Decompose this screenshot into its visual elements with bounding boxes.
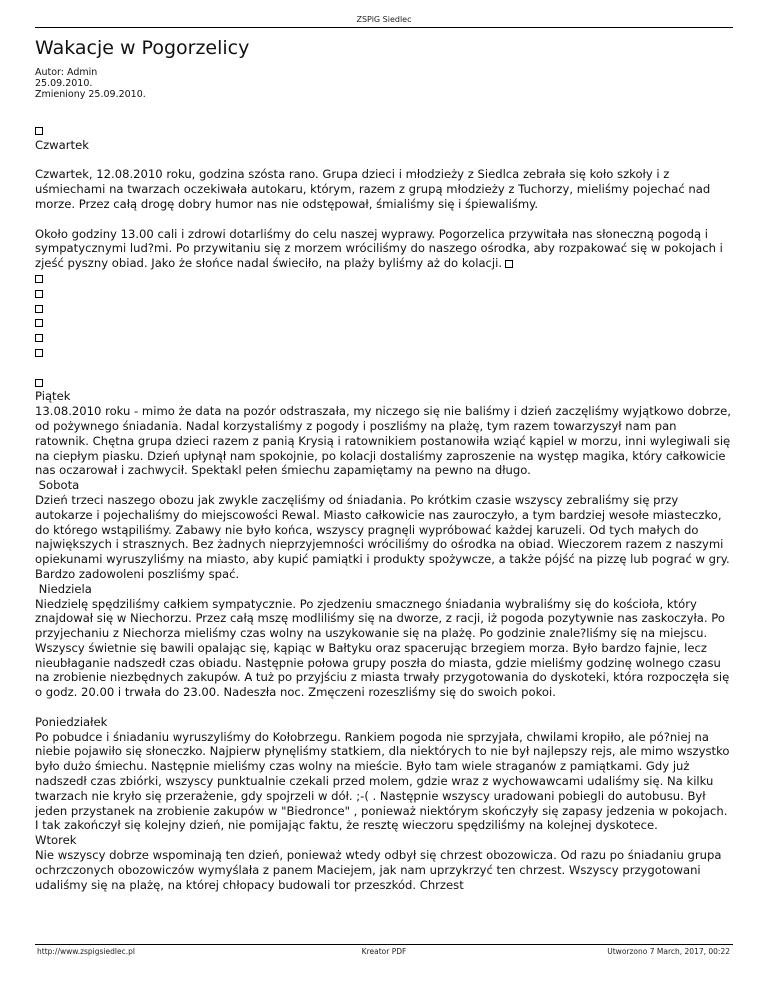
paragraph-friday: 13.08.2010 roku - mimo że data na pozór odstraszała, my niczego się nie baliśmy i dzień zaczęliśmy wyjątkowo dobrze, od pożywnego śniadania. Nadal korzystaliśmy z pogody i poszliśmy na plażę, tym razem towarzyszył nam pan ratownik. Chętna grupa dzieci razem z panią Krysią i ratownikiem postanowiła wziąć kąpiel w morzu, inni wylegiwali się na ciepłym piasku. Dzień upłynął nam spokojnie, po kolacji dostaliśmy zaproszenie na występ magika, który całkowicie nas oczarował i zachwycił. Spektakl pełen śmiechu zapamiętamy na pewno na długo. bbox=[35, 404, 731, 478]
missing-glyph-icon bbox=[35, 275, 43, 283]
missing-glyph-icon bbox=[35, 349, 43, 357]
paragraph-sunday: Niedzielę spędziliśmy całkiem sympatycznie. Po zjedzeniu smacznego śniadania wybraliśmy się do kościoła, który znajdował się w Niechorzu. Przez całą mszę modliliśmy się na dworze, z racji, iż pogoda pozytywnie nas zaskoczyła. Po przyjechaniu z Niechorza mieliśmy czas wolny na uszykowanie się na plażę. Po godzinie znale?liśmy się na miejscu. Wszyscy świetnie się bawili opalając się, kąpiąc w Bałtyku oraz spacerując brzegiem morza. Było bardzo fajnie, lecz nieubłaganie nadszedł czas obiadu. Następnie połowa grupy poszła do miasta, gdzie mieliśmy godzinę wolnego czasu na zrobienie niezbędnych zakupów. A tuż po przyjściu z miasta trwały przygotowania do dyskoteki, która rozpoczęła się o godz. 20.00 i trwała do 23.00. Nadeszła noc. Zmęczeni rozeszliśmy się do swoich pokoi. bbox=[35, 596, 730, 700]
article-title: Wakacje w Pogorzelicy bbox=[35, 37, 250, 59]
paragraph-saturday: Dzień trzeci naszego obozu jak zwykle zaczęliśmy od śniadania. Po krótkim czasie wszyscy zebraliśmy się przy autokarze i pojechaliśmy do miejscowości Rewal. Miasto całkowicie nas zauroczyło, a tym bardziej wesołe miasteczko, do którego wstąpiliśmy. Zabawy nie było końca, wszyscy pragnęli wypróbować każdej karuzeli. Od tych małych do największych i strasznych. Bez żadnych nieprzyjemności wróciliśmy do ośrodka na obiad. Wieczorem razem z naszymi opiekunami wyruszyliśmy na miasto, aby kupić pamiątki i produkty spożywcze, a także pójść na pizzę lub pograć w gry. Bardzo zadowoleni poszliśmy spać. bbox=[35, 492, 730, 581]
modified-date: Zmieniony 25.09.2010. bbox=[35, 89, 146, 100]
footer-divider bbox=[35, 944, 733, 945]
publish-date: 25.09.2010. bbox=[35, 78, 93, 89]
article-body bbox=[35, 123, 733, 892]
article-meta bbox=[35, 67, 733, 100]
article bbox=[35, 37, 733, 892]
paragraph-thursday: Czwartek, 12.08.2010 roku, godzina szósta rano. Grupa dzieci i młodzieży z Siedlca zebrała się koło szkoły i z uśmiechami na twarzach oczekiwała autokaru, którym, razem z grupą młodzieży z Tuchorzy, mieliśmy pojechać nad morze. Przez całą drogę dobry humor nas nie odstępował, śmialiśmy się i śpiewaliśmy. bbox=[35, 167, 711, 211]
footer-url-link[interactable]: http://www.zspigsiedlec.pl bbox=[37, 947, 135, 956]
author-line: Autor: Admin bbox=[35, 67, 98, 78]
day-heading-tuesday: Wtorek bbox=[35, 833, 77, 848]
missing-glyph-icon bbox=[35, 290, 43, 298]
header-divider bbox=[35, 27, 733, 28]
missing-glyph-icon bbox=[35, 334, 43, 342]
day-heading-thursday: Czwartek bbox=[35, 137, 89, 152]
missing-glyph-icon bbox=[35, 127, 43, 135]
paragraph-tuesday: Nie wszyscy dobrze wspominają ten dzień, ponieważ wtedy odbył się chrzest obozowicza. Od razu po śniadaniu grupa ochrzczonych obozowiczów wymyślała z panem Maciejem, jak nam uprzykrzyć ten chrzest. Wszyscy przygotowani udaliśmy się na plażę, na której chłopacy budowali tor przeszkód. Chrzest bbox=[35, 848, 722, 892]
page-header: ZSPiG Siedlec bbox=[356, 15, 412, 24]
day-heading-monday: Poniedziałek bbox=[35, 714, 108, 729]
footer-generator: Kreator PDF bbox=[361, 947, 407, 956]
paragraph-arrival-text: Około godziny 13.00 cali i zdrowi dotarliśmy do celu naszej wyprawy. Pogorzelica przywitała nas słoneczną pogodą i sympatycznymi lud?mi. Po przywitaniu się z morzem wróciliśmy do naszego ośrodka, aby rozpakować się w pokojach i zjeść pyszny obiad. Jako że słońce nadal świeciło, na plaży byliśmy aż do kolacji. bbox=[35, 226, 723, 271]
day-heading-saturday: Sobota bbox=[35, 478, 80, 493]
paragraph-arrival bbox=[35, 227, 733, 271]
day-heading-friday: Piątek bbox=[35, 389, 71, 404]
missing-glyph-icon bbox=[35, 305, 43, 313]
paragraph-monday: Po pobudce i śniadaniu wyruszyliśmy do Kołobrzegu. Rankiem pogoda nie sprzyjała, chwilami kropiło, ale pó?niej na niebie pojawiło się słoneczko. Najpierw płynęliśmy statkiem, dla niektórych to nie był najlepszy rejs, ale mimo wszystko było dużo śmiechu. Następnie mieliśmy czas wolny na mieście. Było tam wiele straganów z pamiątkami. Gdy już nadszedł czas zbiórki, wszyscy punktualnie czekali przed molem, gdzie wraz z wychowawcami udaliśmy się. Na kilku twarzach nie kryło się przerażenie, gdy spojrzeli w dół. ;-( . Następnie wszyscy uradowani pobiegli do autobusu. Był jeden przystanek na zrobienie zakupów w "Biedronce" , ponieważ niektórym skończyły się zapasy jedzenia w pokojach. I tak zakończył się kolejny dzień, nie pomijając faktu, że resztę wieczoru spędziliśmy na kolejnej dyskotece. bbox=[35, 729, 730, 833]
day-heading-sunday: Niedziela bbox=[35, 581, 92, 596]
footer-created: Utworzono 7 March, 2017, 00:22 bbox=[607, 947, 730, 956]
missing-glyph-icon bbox=[35, 319, 43, 327]
missing-glyph-icon bbox=[505, 260, 513, 268]
missing-glyph-icon bbox=[35, 379, 43, 387]
